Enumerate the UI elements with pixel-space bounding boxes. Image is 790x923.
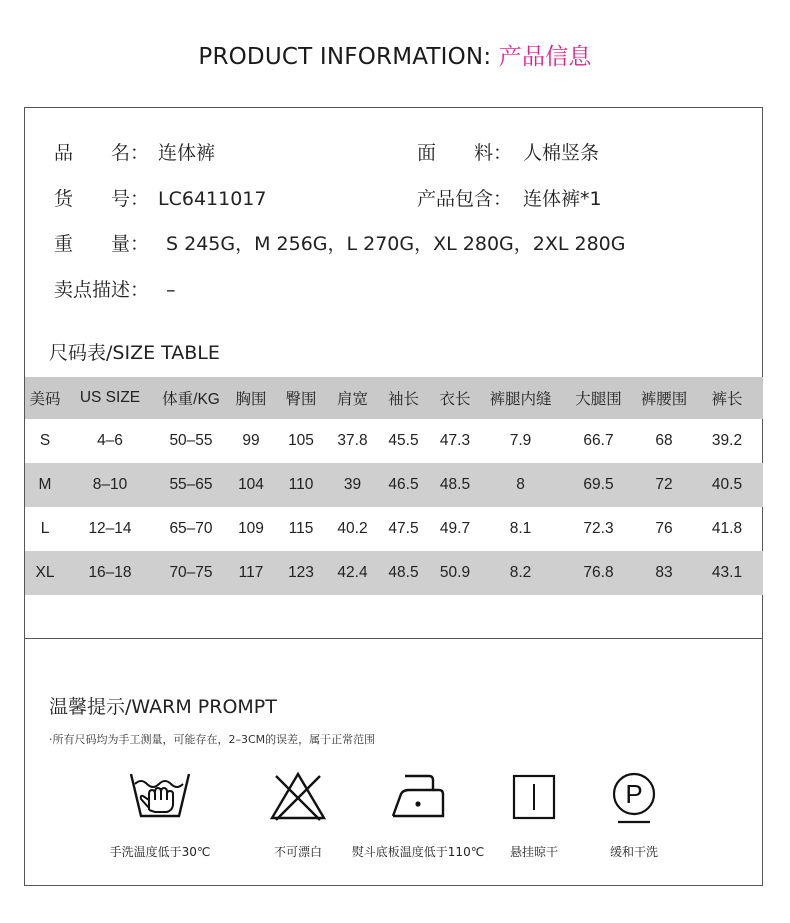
table-cell: 50–55: [169, 432, 213, 449]
table-cell: 47.3: [439, 432, 471, 449]
table-cell: 109: [238, 520, 264, 537]
size-table-header-row: [25, 377, 763, 419]
table-cell: 65–70: [169, 520, 213, 537]
no-bleach-icon: [268, 770, 328, 824]
header-cell: 臀围: [285, 391, 317, 408]
table-cell: 72.3: [583, 520, 614, 537]
table-cell: 8–10: [92, 476, 128, 493]
table-cell: 12–14: [88, 520, 132, 537]
table-cell: 99: [242, 432, 260, 449]
table-cell: 70–75: [169, 564, 213, 581]
table-cell: 40.2: [337, 520, 368, 537]
care-label: 悬挂晾干: [509, 845, 558, 859]
table-cell: 42.4: [337, 564, 368, 581]
table-cell: 115: [288, 520, 314, 537]
info-row-weight: [54, 229, 625, 256]
table-row: [25, 551, 763, 595]
info-row-fabric: [417, 138, 599, 165]
table-cell: 76.8: [583, 564, 614, 581]
table-cell: 16–18: [88, 564, 132, 581]
table-row: [25, 463, 763, 507]
header-cell: 袖长: [387, 391, 419, 408]
iron-icon: [387, 770, 449, 824]
warm-prompt-title: 温馨提示/WARM PROMPT: [49, 696, 277, 718]
table-cell: 39: [343, 476, 362, 493]
care-label: 不可漂白: [273, 845, 322, 859]
table-cell: 45.5: [388, 432, 419, 449]
table-cell: 69.5: [583, 476, 614, 493]
header-cell: 大腿围: [575, 391, 622, 408]
selling-value: –: [166, 279, 176, 301]
care-item-gentle-dry-clean: [606, 770, 662, 828]
table-cell: 47.5: [388, 520, 419, 537]
table-cell: 105: [288, 432, 314, 449]
header-cell: 裤长: [711, 391, 743, 408]
svg-text:P: P: [625, 779, 643, 809]
table-cell: 37.8: [337, 432, 368, 449]
header-cell: 肩宽: [336, 391, 368, 408]
hang-dry-icon: [510, 770, 558, 824]
care-label: 缓和干洗: [609, 845, 658, 859]
table-cell: 49.7: [439, 520, 471, 537]
table-cell: 41.8: [711, 520, 743, 537]
table-cell: 43.1: [711, 564, 743, 581]
table-cell: 104: [238, 476, 264, 493]
table-cell: 46.5: [388, 476, 419, 493]
care-item-no-bleach: [263, 770, 333, 824]
size-table: [25, 377, 763, 595]
hand-wash-icon: [127, 770, 193, 824]
info-row-name: [54, 138, 215, 165]
table-cell: S: [39, 432, 51, 449]
title-english: PRODUCT INFORMATION:: [198, 44, 499, 70]
info-row-selling: [54, 275, 176, 302]
size-table-title: 尺码表/SIZE TABLE: [49, 342, 220, 364]
table-cell: 117: [238, 564, 264, 581]
header-cell: 胸围: [235, 391, 267, 408]
table-cell: 55–65: [169, 476, 213, 493]
header-cell: US SIZE: [79, 389, 141, 406]
care-label: 手洗温度低于30℃: [109, 845, 211, 859]
info-row-contents: [417, 184, 602, 211]
measurement-note: ·所有尺码均为手工测量，可能存在，2–3CM的误差，属于正常范围: [49, 733, 376, 746]
page-title: [0, 38, 790, 71]
header-cell: 体重/KG: [162, 391, 220, 408]
table-cell: L: [40, 520, 50, 537]
table-cell: 83: [655, 564, 673, 581]
table-cell: 39.2: [711, 432, 743, 449]
selling-label: 卖点描述：: [54, 279, 150, 301]
care-item-hang-dry: [506, 770, 562, 824]
header-cell: 美码: [29, 391, 61, 408]
table-cell: 7.9: [509, 432, 532, 449]
table-cell: 123: [288, 564, 314, 581]
fabric-label: 面 料：: [417, 142, 513, 164]
header-cell: 裤腿内缝: [489, 391, 552, 408]
header-cell: 衣长: [439, 391, 471, 408]
item-value: LC6411017: [158, 188, 267, 210]
table-cell: 66.7: [583, 432, 614, 449]
table-cell: 68: [655, 432, 673, 449]
table-cell: 8.1: [509, 520, 532, 537]
header-cell: 裤腰围: [640, 391, 688, 408]
table-cell: 4–6: [97, 432, 123, 449]
table-cell: 72: [655, 476, 673, 493]
care-item-iron: [383, 770, 453, 824]
table-row: [25, 507, 763, 551]
title-chinese: 产品信息: [498, 44, 592, 70]
fabric-value: 人棉竖条: [523, 142, 600, 164]
name-value: 连体裤: [158, 142, 216, 164]
table-cell: 8.2: [509, 564, 532, 581]
table-cell: 40.5: [711, 476, 743, 493]
table-row: [25, 419, 763, 463]
weight-label: 重 量：: [54, 233, 150, 255]
care-item-hand-wash: [125, 770, 195, 824]
contents-label: 产品包含：: [417, 188, 513, 210]
table-cell: 48.5: [439, 476, 471, 493]
table-cell: XL: [35, 564, 55, 581]
table-cell: 50.9: [439, 564, 471, 581]
contents-value: 连体裤*1: [523, 188, 602, 210]
table-cell: 76: [655, 520, 673, 537]
care-label: 熨斗底板温度低于110℃: [351, 845, 485, 859]
table-cell: M: [38, 476, 52, 493]
section-divider: [24, 638, 763, 639]
item-label: 货 号：: [54, 188, 150, 210]
table-cell: 110: [288, 476, 314, 493]
gentle-dry-clean-icon: [608, 770, 660, 828]
name-label: 品 名：: [54, 142, 150, 164]
weight-value: S 245G，M 256G，L 270G，XL 280G，2XL 280G: [166, 233, 626, 255]
info-row-item: [54, 184, 266, 211]
table-cell: 48.5: [388, 564, 419, 581]
table-cell: 8: [516, 476, 525, 493]
